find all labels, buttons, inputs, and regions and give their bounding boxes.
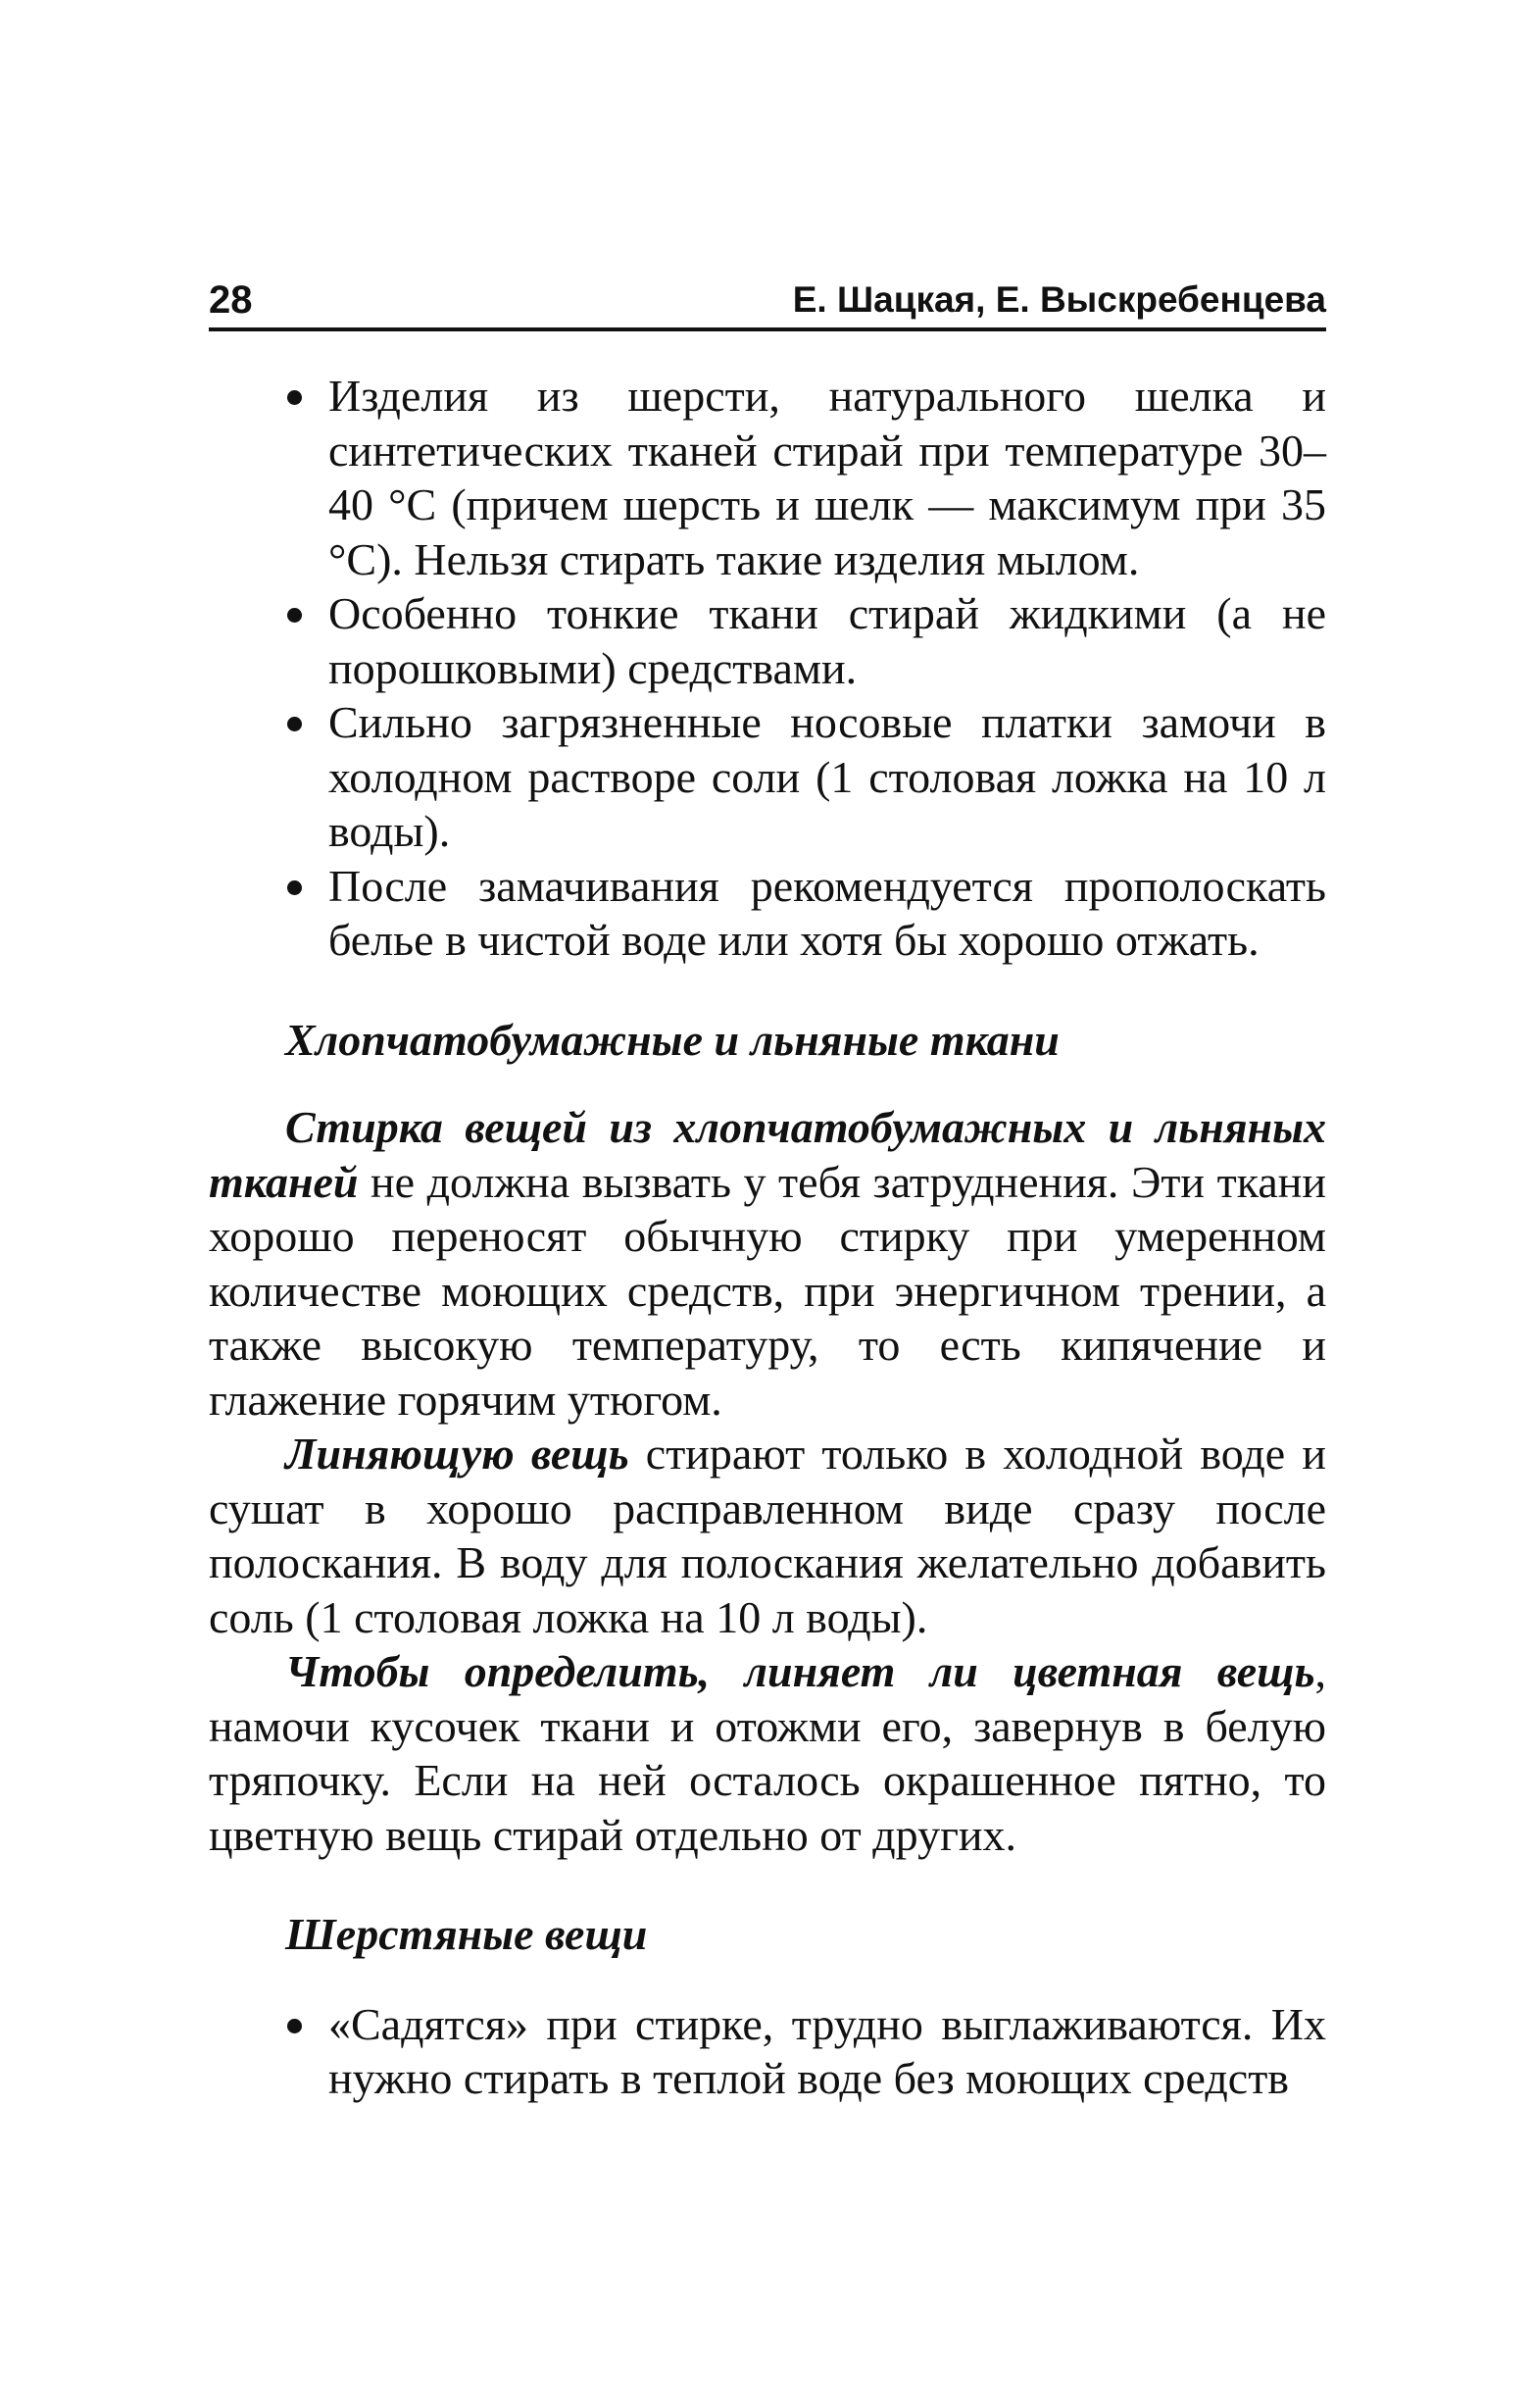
header-rule	[209, 327, 1326, 331]
list-item	[209, 1997, 1326, 2106]
list-item-text: Изделия из шерсти, натурального шелка и синтетических тканей стирай при температуре 30–40 °C (причем шерсть и шелк — максимум при 35 °C). Нельзя стирать такие изделия мылом.	[328, 371, 1326, 584]
emphasis-lead: Стирка вещей из хлопчатобумажных и льняных тканей	[209, 1102, 1326, 1207]
page-header	[209, 273, 1326, 327]
list-item-text: Особенно тонкие ткани стирай жидкими (а не порошковыми) средствами.	[328, 588, 1326, 693]
bullet-list-wool	[209, 1997, 1326, 2106]
list-item	[209, 586, 1326, 695]
list-item-text: «Садятся» при стирке, трудно выглаживаются. Их нужно стирать в теплой воде без моющих средств	[328, 1998, 1326, 2103]
paragraph-cotton-linen-washing	[209, 1100, 1326, 1427]
emphasis-lead: Чтобы определить, линяет ли цветная вещь	[285, 1646, 1315, 1696]
paragraph-fading-item	[209, 1427, 1326, 1644]
page-content	[209, 369, 1326, 2106]
bullet-icon	[287, 608, 302, 623]
paragraph-color-test	[209, 1644, 1326, 1862]
bullet-icon	[287, 880, 302, 895]
page-number: 28	[209, 278, 253, 322]
bullet-list-washing-tips	[209, 369, 1326, 968]
emphasis-lead: Линяющую вещь	[285, 1429, 629, 1479]
section-heading-wool: Шерстяные вещи	[285, 1909, 648, 1959]
paragraph-text: стирают только в холодной воде и сушат в хорошо расправленном виде сразу после полоскания. В воду для полоскания желательно добавить соль (1 столовая ложка на 10 л воды).	[209, 1429, 1326, 1642]
list-item	[209, 859, 1326, 968]
bullet-icon	[287, 717, 302, 731]
paragraph-text: не должна вызвать у тебя затруднения. Эти ткани хорошо переносят обычную стирку при умеренном количестве моющих средств, при энергичном трении, а также высокую температуру, то есть кипячение и глажение горячим утюгом.	[209, 1156, 1326, 1425]
section-heading-cotton-linen: Хлопчатобумажные и льняные ткани	[285, 1014, 1060, 1065]
bullet-icon	[287, 2019, 302, 2033]
paragraph-text: , намочи кусочек ткани и отожми его, завернув в белую тряпочку. Если на ней осталось окрашенное пятно, то цветную вещь стирай отдельно от других.	[209, 1646, 1326, 1860]
list-item	[209, 369, 1326, 586]
list-item-text: После замачивания рекомендуется прополоскать белье в чистой воде или хотя бы хорошо отжать.	[328, 860, 1326, 965]
list-item	[209, 695, 1326, 859]
running-head: Е. Шацкая, Е. Выскребенцева	[792, 279, 1326, 320]
bullet-icon	[287, 390, 302, 405]
list-item-text: Сильно загрязненные носовые платки замочи в холодном растворе соли (1 столовая ложка на 10 л воды).	[328, 697, 1326, 856]
